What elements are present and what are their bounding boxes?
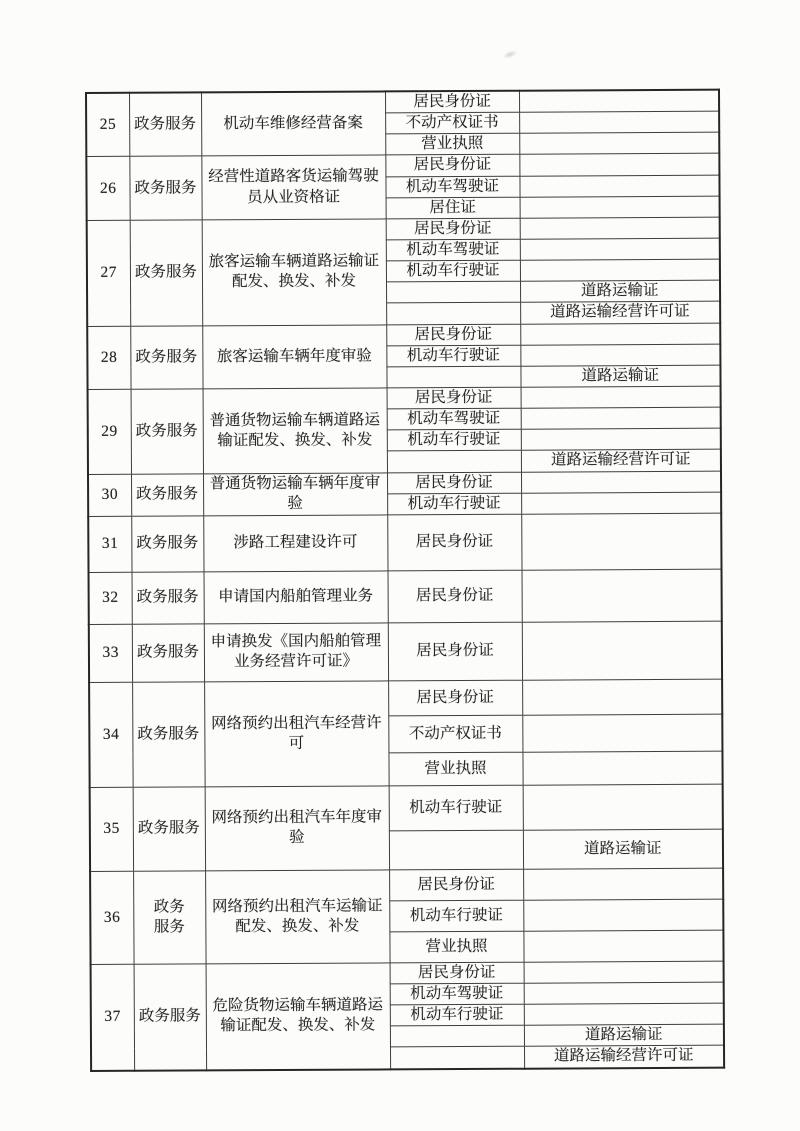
- service-name-cell: 机动车维修经营备案: [201, 91, 385, 156]
- extra-document-cell: [520, 323, 720, 345]
- document-cell: 机动车驾驶证: [390, 983, 524, 1005]
- document-cell: [386, 281, 520, 303]
- scan-smudge-artifact: [501, 48, 518, 60]
- extra-document-cell: [521, 386, 721, 408]
- table-row: [89, 569, 722, 624]
- document-cell: 居民身份证: [388, 570, 522, 623]
- service-name-cell: 普通货物运输车辆年度审 验: [203, 472, 387, 515]
- document-cell: 不动产权证书: [385, 112, 519, 134]
- document-cell: [389, 830, 523, 870]
- document-cell: 机动车行驶证: [387, 493, 521, 515]
- document-cell: 居民身份证: [387, 387, 521, 409]
- category-cell: 政务服务: [134, 964, 207, 1071]
- document-cell: 机动车行驶证: [386, 345, 520, 367]
- row-number-cell: 34: [89, 682, 133, 787]
- row-number-cell: 35: [90, 787, 133, 871]
- document-cell: 不动产权证书: [388, 715, 522, 753]
- document-cell: 机动车行驶证: [387, 429, 521, 451]
- extra-document-cell: 道路运输证: [520, 280, 720, 302]
- category-cell: 政务服务: [129, 156, 201, 220]
- category-cell: 政务服务: [129, 92, 201, 156]
- category-cell: 政务服务: [131, 473, 203, 516]
- document-cell: 营业执照: [389, 931, 523, 963]
- row-number-cell: 33: [89, 624, 132, 682]
- document-cell: [387, 451, 521, 473]
- document-cell: [386, 366, 520, 388]
- extra-document-cell: [521, 513, 721, 570]
- document-cell: 居民身份证: [386, 218, 520, 240]
- document-cell: [390, 1025, 524, 1047]
- document-cell: 居民身份证: [387, 472, 521, 494]
- extra-document-cell: [521, 471, 721, 493]
- document-cell: 机动车驾驶证: [386, 239, 520, 261]
- service-name-cell: 申请换发《国内船舶管理 业务经营许可证》: [204, 623, 388, 682]
- extra-document-cell: [521, 428, 721, 450]
- extra-document-cell: 道路运输证: [524, 1024, 724, 1046]
- services-documents-table: [85, 89, 725, 1072]
- row-number-cell: 37: [91, 964, 135, 1070]
- category-cell: 政务服务: [133, 787, 205, 871]
- extra-document-cell: [524, 1003, 724, 1025]
- extra-document-cell: [522, 621, 722, 680]
- document-cell: 居民身份证: [385, 155, 519, 177]
- category-cell: 政务服务: [132, 624, 204, 682]
- extra-document-cell: [521, 492, 721, 514]
- document-cell: 营业执照: [388, 752, 522, 786]
- document-cell: [390, 1047, 524, 1069]
- service-name-cell: 网络预约出租汽车年度审 验: [205, 786, 389, 871]
- extra-document-cell: 道路运输经营许可证: [520, 302, 720, 324]
- category-cell: 政务 服务: [133, 871, 205, 964]
- extra-document-cell: [520, 259, 720, 281]
- extra-document-cell: [523, 868, 723, 900]
- service-name-cell: 网络预约出租汽车经营许 可: [204, 681, 389, 787]
- extra-document-cell: [519, 90, 719, 113]
- row-number-cell: 32: [89, 572, 132, 624]
- row-number-cell: 25: [86, 93, 129, 157]
- document-cell: 机动车驾驶证: [387, 408, 521, 430]
- document-cell: 居民身份证: [388, 680, 522, 716]
- extra-document-cell: [520, 238, 720, 260]
- extra-document-cell: [523, 784, 723, 830]
- row-number-cell: 31: [88, 516, 131, 572]
- category-cell: 政务服务: [131, 389, 203, 474]
- extra-document-cell: 道路运输经营许可证: [524, 1046, 724, 1069]
- document-cell: [386, 303, 520, 325]
- table-row: [89, 679, 722, 717]
- extra-document-cell: [522, 569, 722, 622]
- table-container: [85, 89, 723, 1072]
- category-cell: 政务服务: [130, 220, 203, 326]
- row-number-cell: 26: [86, 157, 129, 221]
- document-cell: 居民身份证: [389, 869, 523, 901]
- extra-document-cell: [520, 217, 720, 239]
- document-cell: 居民身份证: [390, 962, 524, 984]
- category-cell: 政务服务: [131, 516, 203, 572]
- table-row: [90, 868, 723, 902]
- category-cell: 政务服务: [130, 325, 202, 389]
- document-cell: 居民身份证: [388, 622, 522, 681]
- service-name-cell: 普通货物运输车辆道路运 输证配发、换发、补发: [203, 388, 387, 474]
- document-cell: 居住证: [386, 197, 520, 219]
- table-row: [90, 784, 723, 832]
- extra-document-cell: [519, 175, 719, 197]
- service-name-cell: 申请国内船舶管理业务: [204, 571, 388, 624]
- extra-document-cell: [523, 899, 723, 931]
- row-number-cell: 28: [87, 326, 130, 390]
- document-cell: 机动车行驶证: [389, 900, 523, 932]
- extra-document-cell: [520, 344, 720, 366]
- extra-document-cell: [519, 132, 719, 154]
- document-cell: 营业执照: [385, 134, 519, 156]
- row-number-cell: 36: [90, 871, 133, 964]
- service-name-cell: 危险货物运输车辆道路运 输证配发、换发、补发: [206, 963, 391, 1070]
- document-cell: 居民身份证: [387, 514, 521, 571]
- document-cell: 机动车行驶证: [386, 260, 520, 282]
- row-number-cell: 27: [87, 220, 131, 326]
- category-cell: 政务服务: [132, 682, 205, 787]
- extra-document-cell: 道路运输证: [523, 829, 723, 869]
- document-cell: 机动车驾驶证: [385, 176, 519, 198]
- table-row: [89, 621, 722, 682]
- service-name-cell: 涉路工程建设许可: [203, 515, 387, 572]
- service-name-cell: 旅客运输车辆年度审验: [202, 324, 386, 388]
- extra-document-cell: [522, 751, 722, 785]
- document-cell: 居民身份证: [385, 91, 519, 113]
- category-cell: 政务服务: [132, 572, 204, 624]
- row-number-cell: 29: [88, 389, 131, 474]
- row-number-cell: 30: [88, 474, 131, 517]
- table-row: [88, 513, 721, 572]
- document-cell: 机动车行驶证: [390, 1004, 524, 1026]
- extra-document-cell: 道路运输证: [520, 365, 720, 387]
- service-name-cell: 旅客运输车辆道路运输证 配发、换发、补发: [202, 219, 387, 326]
- extra-document-cell: [524, 961, 724, 983]
- extra-document-cell: [519, 154, 719, 176]
- extra-document-cell: [522, 714, 722, 752]
- service-name-cell: 经营性道路客货运输驾驶 员从业资格证: [201, 155, 385, 219]
- extra-document-cell: [524, 982, 724, 1004]
- service-name-cell: 网络预约出租汽车运输证 配发、换发、补发: [205, 870, 389, 964]
- extra-document-cell: [521, 407, 721, 429]
- document-cell: 机动车行驶证: [389, 785, 523, 831]
- extra-document-cell: [522, 679, 722, 715]
- document-cell: 居民身份证: [386, 324, 520, 346]
- extra-document-cell: [523, 930, 723, 962]
- extra-document-cell: [519, 111, 719, 133]
- extra-document-cell: [520, 196, 720, 218]
- extra-document-cell: 道路运输经营许可证: [521, 450, 721, 472]
